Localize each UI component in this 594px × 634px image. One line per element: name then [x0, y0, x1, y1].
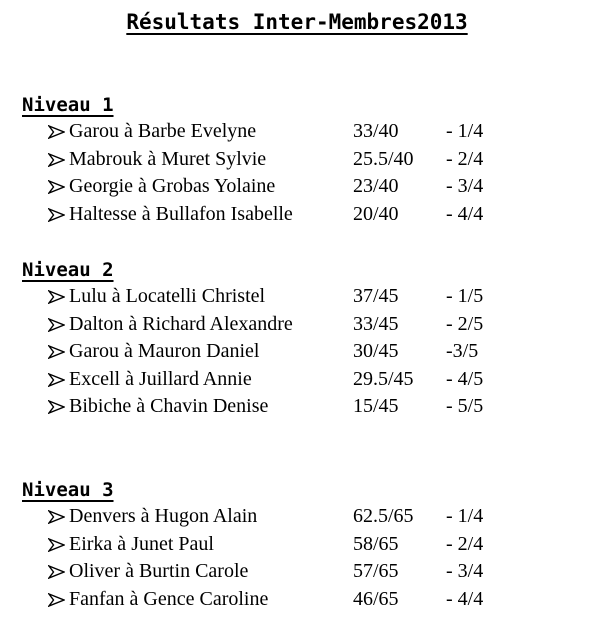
participant-rank: - 4/4: [446, 202, 484, 225]
result-row: [22, 558, 582, 586]
participant-name: Denvers à Hugon Alain: [69, 505, 258, 527]
participant-rank: - 1/4: [446, 120, 484, 142]
participant-rank: - 2/4: [446, 532, 484, 555]
participant-rank: - 3/4: [446, 560, 484, 582]
arrowhead-bullet-icon: [48, 201, 66, 229]
participant-name: Garou à Mauron Daniel: [69, 340, 260, 362]
result-row: [22, 531, 582, 559]
section-niveau-2: [22, 257, 582, 421]
participant-name: Dalton à Richard Alexandre: [69, 312, 293, 335]
participant-rank: - 1/4: [446, 505, 484, 527]
result-row: [22, 201, 582, 229]
result-row: [22, 311, 582, 339]
result-row: [22, 366, 582, 394]
participant-rank: - 5/5: [446, 395, 484, 417]
participant-rank: - 3/4: [446, 175, 484, 197]
participant-name: Mabrouk à Muret Sylvie: [69, 147, 267, 170]
participant-score: 37/45: [353, 285, 399, 307]
result-row: [22, 283, 582, 311]
participant-score: 33/45: [353, 312, 399, 335]
arrowhead-bullet-icon: [48, 338, 66, 366]
section-heading: [22, 92, 582, 118]
arrowhead-bullet-icon: [48, 393, 66, 421]
participant-name: Excell à Juillard Annie: [69, 367, 252, 390]
participant-name: Georgie à Grobas Yolaine: [69, 175, 276, 197]
participant-score: 62.5/65: [353, 505, 414, 527]
participant-rank: -3/5: [446, 340, 479, 362]
participant-name: Eirka à Junet Paul: [69, 532, 214, 555]
participant-score: 58/65: [353, 532, 399, 555]
participant-name: Lulu à Locatelli Christel: [69, 285, 266, 307]
result-list: [22, 503, 582, 613]
result-row: [22, 146, 582, 174]
arrowhead-bullet-icon: [48, 503, 66, 531]
participant-score: 20/40: [353, 202, 399, 225]
arrowhead-bullet-icon: [48, 366, 66, 394]
result-row: [22, 173, 582, 201]
arrowhead-bullet-icon: [48, 173, 66, 201]
section-heading: [22, 477, 582, 503]
participant-rank: - 2/4: [446, 147, 484, 170]
participant-rank: - 1/5: [446, 285, 484, 307]
participant-score: 25.5/40: [353, 147, 414, 170]
result-row: [22, 118, 582, 146]
section-heading: [22, 257, 582, 283]
result-list: [22, 283, 582, 421]
arrowhead-bullet-icon: [48, 146, 66, 174]
arrowhead-bullet-icon: [48, 311, 66, 339]
arrowhead-bullet-icon: [48, 586, 66, 614]
arrowhead-bullet-icon: [48, 118, 66, 146]
section-niveau-1: [22, 92, 582, 228]
result-row: [22, 586, 582, 614]
participant-name: Garou à Barbe Evelyne: [69, 120, 257, 142]
participant-score: 46/65: [353, 587, 399, 610]
result-row: [22, 503, 582, 531]
participant-score: 29.5/45: [353, 367, 414, 390]
result-list: [22, 118, 582, 228]
participant-name: Bibiche à Chavin Denise: [69, 395, 269, 417]
participant-rank: - 4/5: [446, 367, 484, 390]
participant-score: 23/40: [353, 175, 399, 197]
arrowhead-bullet-icon: [48, 558, 66, 586]
participant-rank: - 2/5: [446, 312, 484, 335]
section-heading-text: Niveau 1: [22, 94, 114, 116]
participant-name: Haltesse à Bullafon Isabelle: [69, 202, 293, 225]
section-heading-text: Niveau 2: [22, 259, 114, 281]
result-row: [22, 338, 582, 366]
participant-score: 30/45: [353, 340, 399, 362]
document-title: [0, 8, 594, 36]
participant-score: 15/45: [353, 395, 399, 417]
section-niveau-3: [22, 477, 582, 613]
participant-rank: - 4/4: [446, 587, 484, 610]
result-row: [22, 393, 582, 421]
participant-score: 57/65: [353, 560, 399, 582]
document-title-text: Résultats Inter-Membres2013: [126, 10, 468, 34]
participant-name: Oliver à Burtin Carole: [69, 560, 249, 582]
participant-name: Fanfan à Gence Caroline: [69, 587, 269, 610]
arrowhead-bullet-icon: [48, 531, 66, 559]
participant-score: 33/40: [353, 120, 399, 142]
section-heading-text: Niveau 3: [22, 479, 114, 501]
arrowhead-bullet-icon: [48, 283, 66, 311]
